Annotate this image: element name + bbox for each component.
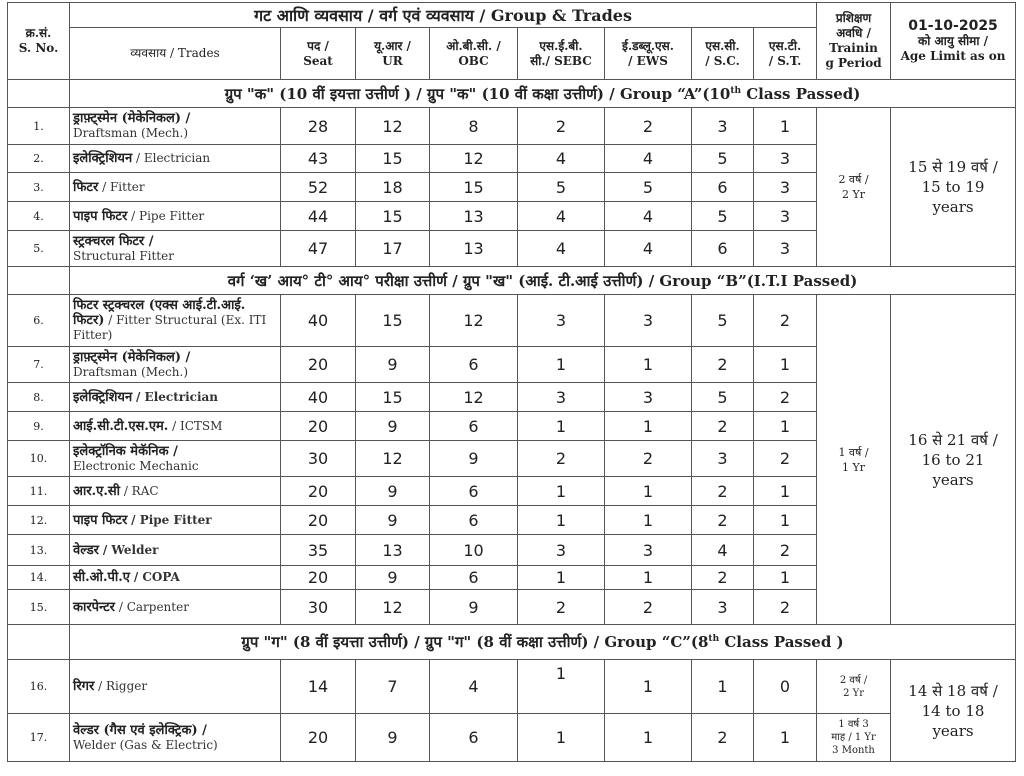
age-years: years [932, 198, 974, 216]
trade-en: / Fitter [102, 179, 145, 194]
row-trade [70, 347, 281, 383]
trade-en: Structural Fitter [73, 248, 174, 263]
header-ur [356, 28, 430, 80]
cell-seat: 20 [281, 477, 356, 506]
trade-en: / Electrician [136, 151, 211, 165]
trade-hi: आर.ए.सी [73, 483, 120, 499]
age-years: years [932, 721, 974, 740]
cell-ews: 3 [605, 383, 692, 412]
header-age-date: 01-10-2025 [908, 17, 998, 34]
cell-seat: 20 [281, 347, 356, 383]
trade-en: / Pipe Fitter [131, 512, 212, 527]
period-en: 1 Yr [842, 460, 866, 474]
cell-sc: 5 [692, 383, 754, 412]
age-en: 15 to 19 [921, 178, 985, 196]
trade-hi: सी.ओ.पी.ए [73, 570, 130, 585]
cell-ur: 7 [356, 660, 430, 714]
cell-obc: 8 [430, 108, 518, 145]
cell-obc: 4 [430, 660, 518, 714]
row-trade [70, 173, 281, 202]
cell-sc: 2 [692, 412, 754, 441]
row-trade [70, 383, 281, 412]
header-period-2: अवधि / [836, 26, 871, 40]
row-sno: 1. [8, 108, 70, 145]
trade-hi: इलेक्ट्रॉनिक मेकॅनिक / [73, 443, 178, 459]
cell-st: 2 [754, 535, 817, 566]
header-age-en: Age Limit as on [900, 48, 1006, 63]
header-training-period [817, 3, 891, 80]
trade-en: / ICTSM [172, 418, 223, 433]
trade-en: Draftsman (Mech.) [73, 364, 189, 379]
trade-hi: इलेक्ट्रिशियन [73, 389, 133, 405]
header-st-en: / S.T. [768, 53, 802, 68]
header-seat [281, 28, 356, 80]
row-trade [70, 535, 281, 566]
cell-st: 2 [754, 383, 817, 412]
cell-seat: 14 [281, 660, 356, 714]
period-en: 3 Month [832, 745, 875, 756]
trade-en: / Rigger [98, 679, 148, 693]
table-row [8, 714, 1016, 762]
group-b-age [891, 295, 1016, 625]
age-hi: 16 से 21 वर्ष / [908, 430, 998, 449]
period-hi: 1 वर्ष / [838, 445, 869, 459]
cell-st: 1 [754, 108, 817, 145]
group-c-title [70, 625, 1016, 660]
cell-ews: 5 [605, 173, 692, 202]
cell-sebc: 1 [518, 506, 605, 535]
cell-obc: 15 [430, 173, 518, 202]
age-en: 16 to 21 [921, 450, 985, 469]
cell-obc: 13 [430, 202, 518, 231]
cell-sc: 6 [692, 173, 754, 202]
cell-sc: 2 [692, 347, 754, 383]
cell-sebc: 1 [518, 412, 605, 441]
group-a-title-text: ग्रुप "क" (10 वीं इयत्ता उत्तीर्ण ) / ग्रुप "क" (10 वीं कक्षा उत्तीर्ण) / Group “A”(10 [224, 84, 731, 103]
group-b-blank [8, 267, 70, 295]
cell-seat: 20 [281, 714, 356, 762]
row-trade [70, 590, 281, 625]
age-hi: 15 से 19 वर्ष / [908, 158, 998, 176]
cell-st: 0 [754, 660, 817, 714]
period-hi: 1 वर्ष 3 [838, 719, 869, 730]
period-mid: माह / 1 Yr [831, 732, 876, 743]
header-sebc-hi: एस.ई.बी. [539, 38, 583, 53]
cell-seat: 30 [281, 441, 356, 477]
period-hi: 2 वर्ष / [839, 674, 868, 686]
trade-en: / Welder [102, 542, 159, 557]
table-row [8, 660, 1016, 714]
header-seat-hi: पद / [307, 38, 329, 53]
trade-hi: पाइप फिटर [73, 512, 128, 528]
cell-ur: 17 [356, 231, 430, 267]
group-b-title: वर्ग ‘ख’ आय° टी° आय° परीक्षा उत्तीर्ण / ग्रुप "ख" (आई. टी.आई उत्तीर्ण) / Group “B”(I.T.I Passed) [70, 267, 1016, 295]
cell-seat: 44 [281, 202, 356, 231]
cell-st: 2 [754, 590, 817, 625]
row-sno: 15. [8, 590, 70, 625]
cell-st: 1 [754, 412, 817, 441]
cell-st: 1 [754, 714, 817, 762]
row-trade [70, 506, 281, 535]
cell-sebc: 4 [518, 231, 605, 267]
cell-st: 1 [754, 566, 817, 590]
header-obc-en: OBC [458, 53, 489, 68]
cell-sc: 2 [692, 477, 754, 506]
cell-sebc: 3 [518, 383, 605, 412]
cell-st: 2 [754, 295, 817, 347]
cell-sebc: 2 [518, 441, 605, 477]
row-sno: 17. [8, 714, 70, 762]
row-16-period [817, 660, 891, 714]
header-st-hi: एस.टी. [768, 38, 802, 53]
header-sc-en: / S.C. [705, 53, 740, 68]
cell-seat: 40 [281, 383, 356, 412]
cell-sc: 2 [692, 714, 754, 762]
header-ews [605, 28, 692, 80]
header-sno [8, 3, 70, 80]
cell-obc: 9 [430, 590, 518, 625]
row-sno: 7. [8, 347, 70, 383]
header-obc [430, 28, 518, 80]
cell-ews: 1 [605, 714, 692, 762]
row-trade [70, 295, 281, 347]
row-17-period [817, 714, 891, 762]
header-age-hi: को आयु सीमा / [918, 33, 989, 48]
row-sno: 6. [8, 295, 70, 347]
period-en: 2 Yr [843, 687, 864, 699]
header-sno-hi: क्र.सं. [25, 26, 52, 40]
header-sc [692, 28, 754, 80]
cell-st: 3 [754, 173, 817, 202]
trade-hi: कारपेन्टर [73, 599, 116, 615]
cell-sebc: 3 [518, 295, 605, 347]
cell-obc: 6 [430, 566, 518, 590]
trade-en: Draftsman (Mech.) [73, 126, 189, 140]
header-trades: व्यवसाय / Trades [70, 28, 281, 80]
trade-hi: ड्राफ़्ट्स्मेन (मेकेनिकल) / [73, 111, 191, 126]
cell-ews: 1 [605, 660, 692, 714]
header-period-3: Trainin [829, 41, 878, 55]
cell-ur: 9 [356, 477, 430, 506]
row-trade [70, 714, 281, 762]
cell-obc: 9 [430, 441, 518, 477]
cell-obc: 6 [430, 412, 518, 441]
cell-sc: 5 [692, 145, 754, 173]
cell-ews: 4 [605, 202, 692, 231]
header-group-trades: गट आणि व्यवसाय / वर्ग एवं व्यवसाय / Group & Trades [70, 3, 817, 28]
cell-sc: 3 [692, 108, 754, 145]
age-hi: 14 से 18 वर्ष / [908, 681, 998, 700]
row-trade [70, 412, 281, 441]
cell-seat: 40 [281, 295, 356, 347]
trade-en: / Electrician [136, 389, 218, 404]
cell-ews: 1 [605, 477, 692, 506]
age-en: 14 to 18 [921, 701, 985, 720]
header-st [754, 28, 817, 80]
group-a-age [891, 108, 1016, 267]
cell-seat: 20 [281, 506, 356, 535]
cell-st: 3 [754, 231, 817, 267]
cell-sc: 5 [692, 202, 754, 231]
trade-hi: रिगर [73, 679, 95, 694]
cell-obc: 6 [430, 506, 518, 535]
trade-hi: पाइप फिटर [73, 208, 128, 224]
cell-ews: 1 [605, 412, 692, 441]
cell-ews: 2 [605, 108, 692, 145]
header-sebc-en: सी./ SEBC [530, 53, 592, 68]
cell-sebc: 3 [518, 535, 605, 566]
cell-ews: 1 [605, 347, 692, 383]
cell-sebc: 1 [518, 660, 605, 714]
cell-sc: 2 [692, 566, 754, 590]
header-ur-en: UR [382, 53, 403, 68]
trade-en: / Carpenter [118, 599, 189, 614]
cell-obc: 12 [430, 295, 518, 347]
cell-ur: 12 [356, 441, 430, 477]
trade-en: Electronic Mechanic [73, 458, 199, 473]
cell-ur: 9 [356, 347, 430, 383]
cell-ur: 9 [356, 714, 430, 762]
cell-ur: 12 [356, 108, 430, 145]
row-sno: 5. [8, 231, 70, 267]
row-sno: 8. [8, 383, 70, 412]
trade-hi: स्ट्रक्चरल फिटर / [73, 233, 154, 249]
cell-ews: 2 [605, 441, 692, 477]
row-sno: 3. [8, 173, 70, 202]
cell-ews: 4 [605, 145, 692, 173]
row-sno: 10. [8, 441, 70, 477]
cell-ur: 18 [356, 173, 430, 202]
row-trade [70, 108, 281, 145]
cell-st: 2 [754, 441, 817, 477]
cell-obc: 10 [430, 535, 518, 566]
cell-st: 1 [754, 506, 817, 535]
row-trade [70, 231, 281, 267]
cell-seat: 52 [281, 173, 356, 202]
row-sno: 13. [8, 535, 70, 566]
cell-ur: 9 [356, 566, 430, 590]
trade-hi: वेल्डर (गैस एवं इलेक्ट्रिक) / [73, 722, 207, 738]
header-period-1: प्रशिक्षण [835, 11, 872, 25]
cell-sebc: 2 [518, 108, 605, 145]
cell-obc: 6 [430, 477, 518, 506]
group-a-title [70, 80, 1016, 108]
row-trade [70, 145, 281, 173]
group-c-title-end: Class Passed ) [719, 633, 844, 651]
cell-obc: 13 [430, 231, 518, 267]
cell-ews: 3 [605, 535, 692, 566]
header-sno-en: S. No. [18, 41, 59, 55]
cell-sc: 5 [692, 295, 754, 347]
trade-hi: ड्राफ़्ट्स्मेन (मेकेनिकल) / [73, 349, 191, 365]
cell-st: 3 [754, 202, 817, 231]
row-trade [70, 477, 281, 506]
group-c-age [891, 660, 1016, 762]
row-sno: 16. [8, 660, 70, 714]
age-years: years [932, 470, 974, 489]
group-c-blank [8, 625, 70, 660]
group-a-title-end: Class Passed) [741, 84, 861, 103]
period-hi: 2 वर्ष / [838, 173, 869, 186]
cell-obc: 6 [430, 714, 518, 762]
cell-seat: 47 [281, 231, 356, 267]
cell-sebc: 4 [518, 145, 605, 173]
cell-ur: 13 [356, 535, 430, 566]
trade-en: / Fitter Structural (Ex. ITI Fitter) [73, 313, 267, 342]
group-c-title-text: ग्रुप "ग" (8 वीं इयत्ता उत्तीर्ण) / ग्रुप "ग" (8 वीं कक्षा उत्तीर्ण) / Group “C”(8 [241, 633, 709, 651]
row-trade [70, 202, 281, 231]
trade-hi: आई.सी.टी.एस.एम. [73, 418, 169, 434]
table-row [8, 108, 1016, 145]
row-sno: 4. [8, 202, 70, 231]
cell-ews: 2 [605, 590, 692, 625]
header-sebc [518, 28, 605, 80]
cell-ur: 15 [356, 202, 430, 231]
cell-sc: 1 [692, 660, 754, 714]
trades-seat-table [7, 2, 1016, 762]
cell-ur: 15 [356, 145, 430, 173]
trade-hi: इलेक्ट्रिशियन [73, 151, 133, 166]
row-trade [70, 441, 281, 477]
cell-ur: 15 [356, 295, 430, 347]
cell-seat: 20 [281, 566, 356, 590]
trade-hi: फिटर [73, 179, 99, 195]
cell-sebc: 1 [518, 566, 605, 590]
cell-ews: 1 [605, 506, 692, 535]
trade-hi: फिटर स्ट्रक्चरल (एक्स आई.टी.आई. फिटर) [73, 298, 246, 328]
cell-sc: 4 [692, 535, 754, 566]
cell-sc: 6 [692, 231, 754, 267]
trade-en: / Pipe Fitter [131, 208, 205, 223]
cell-st: 3 [754, 145, 817, 173]
trade-en: / RAC [123, 483, 159, 498]
cell-seat: 20 [281, 412, 356, 441]
cell-ews: 1 [605, 566, 692, 590]
cell-seat: 35 [281, 535, 356, 566]
cell-ur: 12 [356, 590, 430, 625]
header-seat-en: Seat [303, 53, 333, 68]
cell-sc: 3 [692, 441, 754, 477]
trade-en: Welder (Gas & Electric) [73, 737, 218, 752]
trade-hi: वेल्डर [73, 542, 100, 558]
group-a-period [817, 108, 891, 267]
group-a-title-sup: th [730, 85, 742, 96]
period-en: 2 Yr [842, 188, 866, 201]
cell-sc: 2 [692, 506, 754, 535]
cell-ur: 9 [356, 412, 430, 441]
cell-sebc: 4 [518, 202, 605, 231]
header-ews-en: / EWS [628, 53, 668, 68]
cell-ews: 4 [605, 231, 692, 267]
cell-obc: 6 [430, 347, 518, 383]
row-sno: 12. [8, 506, 70, 535]
cell-sebc: 2 [518, 590, 605, 625]
cell-ews: 3 [605, 295, 692, 347]
header-period-4: g Period [825, 56, 882, 70]
row-sno: 11. [8, 477, 70, 506]
group-c-title-sup: th [708, 634, 720, 644]
cell-ur: 15 [356, 383, 430, 412]
row-trade [70, 566, 281, 590]
row-sno: 14. [8, 566, 70, 590]
cell-seat: 43 [281, 145, 356, 173]
table-row [8, 295, 1016, 347]
trade-en: / COPA [133, 570, 180, 584]
cell-sebc: 1 [518, 347, 605, 383]
cell-sebc: 1 [518, 714, 605, 762]
cell-st: 1 [754, 347, 817, 383]
cell-obc: 12 [430, 383, 518, 412]
cell-sebc: 1 [518, 477, 605, 506]
cell-st: 1 [754, 477, 817, 506]
cell-sebc: 5 [518, 173, 605, 202]
cell-seat: 30 [281, 590, 356, 625]
header-sc-hi: एस.सी. [705, 38, 740, 53]
row-sno: 2. [8, 145, 70, 173]
row-sno: 9. [8, 412, 70, 441]
header-ews-hi: ई.डब्लू.एस. [622, 38, 674, 53]
cell-ur: 9 [356, 506, 430, 535]
cell-sc: 3 [692, 590, 754, 625]
header-age-limit [891, 3, 1016, 80]
row-trade [70, 660, 281, 714]
cell-seat: 28 [281, 108, 356, 145]
group-b-period [817, 295, 891, 625]
header-ur-hi: यू.आर / [374, 38, 411, 53]
group-a-blank [8, 80, 70, 108]
header-obc-hi: ओ.बी.सी. / [446, 38, 501, 53]
cell-obc: 12 [430, 145, 518, 173]
